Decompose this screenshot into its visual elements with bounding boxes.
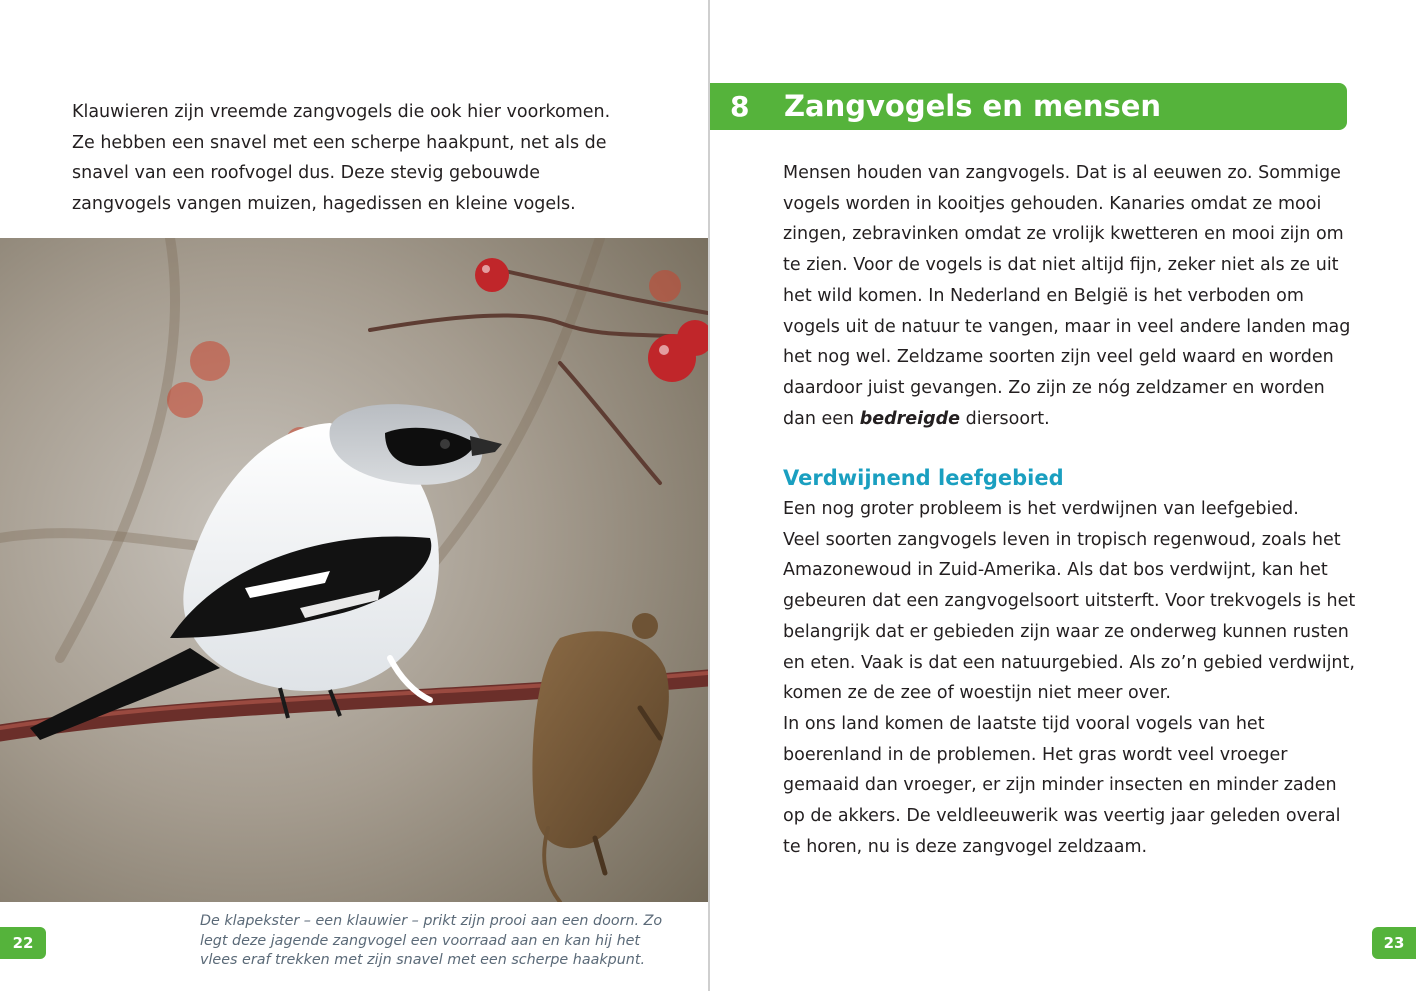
paragraph-songbirds-captivity xyxy=(783,158,1358,434)
chapter-title: Zangvogels en mensen xyxy=(784,89,1162,123)
section-subheading: Verdwijnend leefgebied xyxy=(783,466,1064,490)
page-number-right: 23 xyxy=(1372,927,1416,959)
paragraph-habitat-loss xyxy=(783,494,1358,862)
photo-caption: De klapekster – een klauwier – prikt zijn prooi aan een doorn. Zo legt deze jagende zangvogel een voorraad aan en kan hij het vlees eraf trekken met zijn snavel met een scherpe haakpunt. xyxy=(200,913,663,968)
paragraph-text: Mensen houden van zangvogels. Dat is al eeuwen zo. Sommige vogels worden in kooitjes gehouden. Kanaries omdat ze mooi zingen, zebravinken omdat ze vrolijk kwetteren en mooi zijn om te zien. Voor de vogels is dat niet altijd fijn, zeker niet als ze uit het wild komen. In Nederland en België is het verboden om vogels uit de natuur te vangen, maar in veel andere landen mag het nog wel. Zeldzame soorten zijn veel geld waard en worden daardoor juist gevangen. Zo zijn ze nóg zeldzamer en worden dan een xyxy=(783,163,1351,429)
paragraph-text-end: diersoort. xyxy=(960,408,1050,429)
emphasized-word: bedreigde xyxy=(859,408,961,429)
paragraph-line: Veel soorten zangvogels leven in tropisch regenwoud, zoals het Amazonewoud in Zuid-Amerika. Als dat bos verdwijnt, kan het gebeuren dat een zangvogelsoort uitsterft. Voor trekvogels is het belangrijk dat er gebieden zijn waar ze onderweg kunnen rusten en eten. Vaak is dat een natuurgebied. Als zo’n gebied verdwijnt, komen ze de zee of woestijn niet meer over. xyxy=(783,529,1356,704)
shrike-with-mouse-photo xyxy=(0,238,708,902)
paragraph-line: Een nog groter probleem is het verdwijnen van leefgebied. xyxy=(783,499,1299,519)
page-number-left: 22 xyxy=(0,927,46,959)
chapter-number: 8 xyxy=(730,90,750,123)
chapter-header-bar xyxy=(710,83,1347,130)
intro-paragraph: Klauwieren zijn vreemde zangvogels die ook hier voorkomen. Ze hebben een snavel met een scherpe haakpunt, net als de snavel van een roofvogel dus. Deze stevig gebouwde zangvogels vangen muizen, hagedissen en kleine vogels. xyxy=(72,102,611,215)
paragraph-line: In ons land komen de laatste tijd vooral vogels van het boerenland in de problemen. Het gras wordt veel vroeger gemaaid dan vroeger, er zijn minder insecten en minder zaden op de akkers. De veldleeuwerik was veertig jaar geleden overal te horen, nu is deze zangvogel zeldzaam. xyxy=(783,713,1341,857)
